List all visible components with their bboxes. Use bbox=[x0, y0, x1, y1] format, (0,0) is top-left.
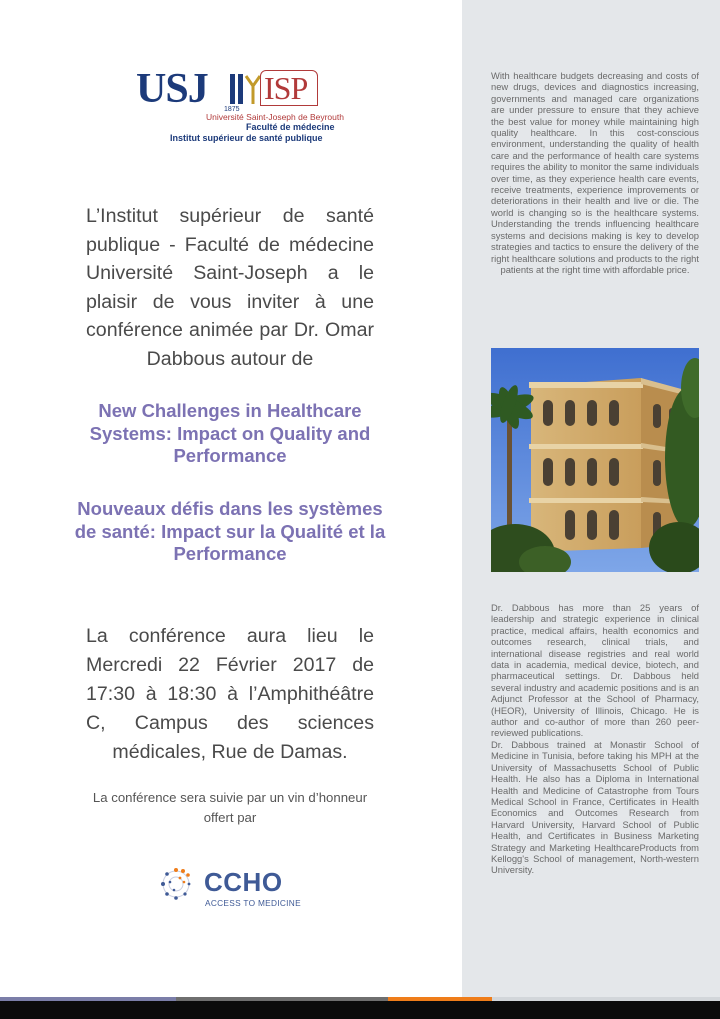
faculty-name: Faculté de médecine bbox=[246, 122, 335, 132]
conference-title-english: New Challenges in Healthcare Systems: Impact on Quality and Performance bbox=[89, 400, 371, 466]
conference-title-french: Nouveaux défis dans les systèmes de santé: Impact sur la Qualité et la Performance bbox=[74, 498, 386, 564]
campus-building-photo bbox=[491, 348, 699, 572]
isp-wordmark: ISP bbox=[264, 70, 308, 106]
usj-isp-logo bbox=[136, 68, 346, 148]
usj-wordmark: USJ bbox=[136, 66, 208, 112]
ccho-wordmark: CCHO bbox=[204, 867, 283, 897]
footer-band bbox=[0, 1001, 720, 1019]
ccho-tagline: ACCESS TO MEDICINE bbox=[205, 898, 301, 908]
building-illustration bbox=[491, 348, 699, 572]
usj-founding-year: 1875 bbox=[224, 106, 240, 113]
invitation-intro: L’Institut supérieur de santé publique - Faculté de médecine Université Saint-Joseph a le plaisir de vous inviter à une conférence animée par Dr. Omar Dabbous autour de bbox=[86, 205, 374, 370]
reception-note: La conférence sera suivie par un vin d’honneur offert par bbox=[92, 790, 368, 825]
usj-emblem-icon bbox=[228, 72, 262, 108]
bio-paragraph-1: Dr. Dabbous has more than 25 years of leadership and strategic experience in clinical practice, medical affairs, health economics and outcomes research, clinical trials, and international disease registries and real world data in academia, medical device, biotech, and pharmaceutical settings. Dr. Dabbous held several industry and academic positions and is an Adjunct Professor at the School of Pharmacy, (HEOR), University of Illinois, Chicago. He is author and co-author of more than 260 peer-reviewed publications. bbox=[491, 602, 699, 739]
venue-details: La conférence aura lieu le Mercredi 22 Février 2017 de 17:30 à 18:30 à l’Amphithéâtre C, Campus des sciences médicales, Rue de Damas. bbox=[86, 625, 374, 763]
institute-name: Institut supérieur de santé publique bbox=[170, 133, 323, 143]
speaker-biography bbox=[491, 602, 699, 876]
university-name: Université Saint-Joseph de Beyrouth bbox=[206, 112, 344, 122]
bio-paragraph-2: Dr. Dabbous trained at Monastir School of Medicine in Tunisia, before taking his MPH at the University of Massachusetts School of Public Health. He also has a Diploma in International Health and Medicine of Catastrophe from Tours Medical School in France, Certificates in Health Economics and Outcomes Research from Harvard University, Harvard School of Public Health, and Certificates in Business Marketing Strategy and Marketing HealthcareProducts from Kellogg's School of management, North-western University. bbox=[491, 738, 699, 876]
ccho-sponsor-logo bbox=[154, 858, 324, 914]
context-summary: With healthcare budgets decreasing and costs of new drugs, devices and diagnostics increasing, governments and managed care organizations are under pressure to ensure that they achieve the best value for money while maintaining high quality healthcare. In this cost-conscious environment, understanding the quality of health care and the performance of health care systems requires the ability to monitor the same individuals over time, as they experience health care events, receive treatments, experience improvements or deteriorations in their health and live or die. The world is changing so is the healthcare systems. Understanding the trends influencing healthcare systems and decisions making is key to develop strategies and tactics to ensure the delivery of the right healthcare solutions and products to the right patients at the right time with affordable price. bbox=[491, 70, 699, 275]
ccho-network-icon bbox=[154, 862, 198, 906]
